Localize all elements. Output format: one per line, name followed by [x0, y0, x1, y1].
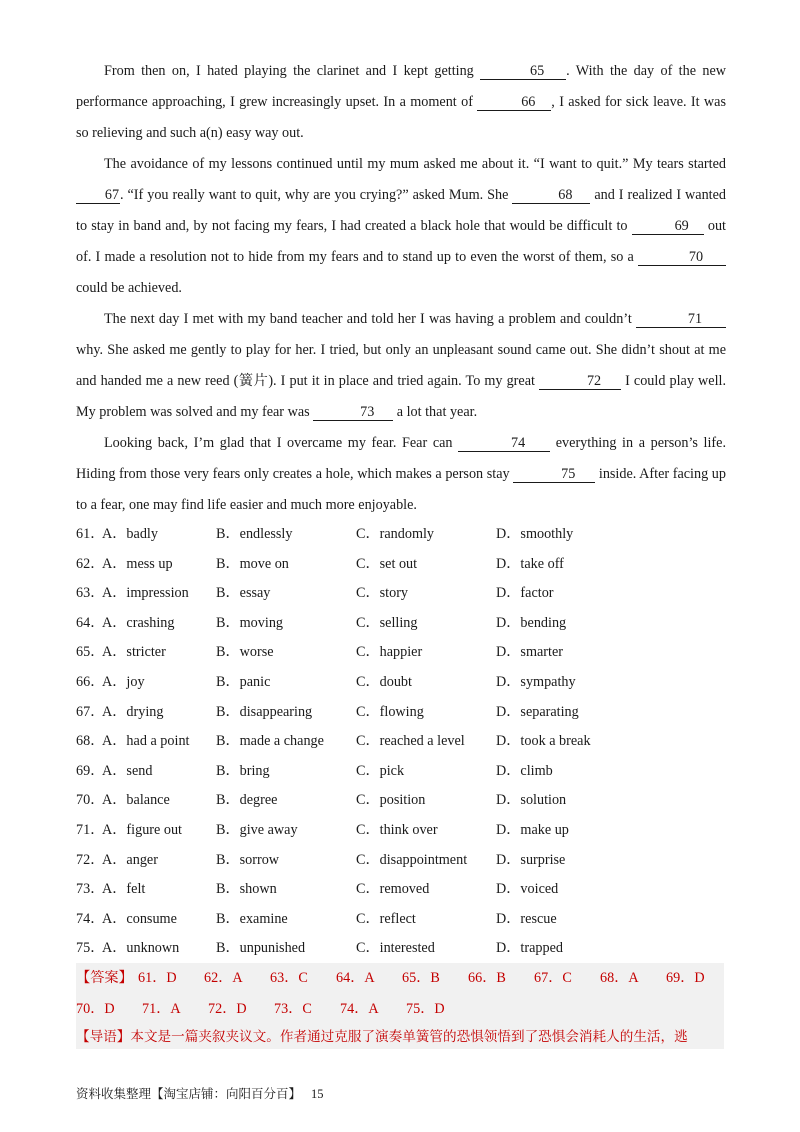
answer-item: 62．A — [204, 970, 243, 986]
option-c: C．flowing — [356, 703, 424, 720]
blank-75: 75 — [513, 466, 595, 483]
passage-text: a lot that year. — [393, 404, 478, 420]
answer-item: 69．D — [666, 970, 705, 986]
option-d: D．voiced — [496, 881, 559, 898]
blank-68: 68 — [512, 187, 590, 204]
option-c: C．set out — [356, 555, 418, 572]
passage-text: inside. After facing up to a fear, one may find life easier and much more enjoyable. — [76, 466, 726, 513]
passage-text: everything in a person’s life. Hiding from those very fears only creates a hole, which makes a person stay — [76, 435, 726, 482]
option-row — [76, 609, 726, 639]
question-number: 63． — [76, 585, 105, 602]
options-list — [76, 520, 726, 964]
option-c: C．happier — [356, 644, 423, 661]
option-row — [76, 638, 726, 668]
option-a: A．felt — [102, 881, 146, 898]
passage-text: why. She asked me gently to play for her. I tried, but only an unpleasant sound came out. She didn’t shout at me and handed me a new reed (簧片). I put it in place and tried again. To my great — [76, 342, 726, 389]
option-a: A．impression — [102, 585, 189, 602]
blank-70: 70 — [638, 249, 726, 266]
answer-item: 74．A — [340, 1001, 379, 1017]
option-d: D．bending — [496, 614, 567, 631]
option-d: D．take off — [496, 555, 564, 572]
option-row — [76, 698, 726, 728]
option-d: D．make up — [496, 821, 569, 838]
question-number: 73． — [76, 881, 105, 898]
passage — [76, 56, 726, 521]
option-c: C．reached a level — [356, 733, 465, 750]
option-row — [76, 757, 726, 787]
option-a: A．drying — [102, 703, 164, 720]
option-row — [76, 905, 726, 935]
answer-item: 67．C — [534, 970, 572, 986]
blank-66: 66 — [477, 94, 551, 111]
option-b: B．panic — [216, 673, 271, 690]
answer-item: 68．A — [600, 970, 639, 986]
option-b: B．endlessly — [216, 526, 293, 542]
answer-item: 72．D — [208, 1001, 247, 1017]
option-c: C．removed — [356, 881, 430, 898]
option-row — [76, 816, 726, 846]
blank-74: 74 — [458, 435, 550, 452]
blank-71: 71 — [636, 311, 726, 328]
option-c: C．selling — [356, 614, 418, 631]
blank-73: 73 — [313, 404, 393, 421]
answer-line-1 — [76, 963, 705, 993]
blank-65: 65 — [480, 63, 566, 80]
option-b: B．essay — [216, 585, 271, 602]
option-c: C．pick — [356, 762, 405, 779]
answer-item: 64．A — [336, 970, 375, 986]
question-number: 65． — [76, 644, 105, 661]
option-b: B．move on — [216, 555, 289, 572]
option-b: B．shown — [216, 881, 277, 898]
footer-source: 资料收集整理【淘宝店铺：向阳百分百】 — [76, 1086, 302, 1101]
option-row — [76, 550, 726, 580]
option-row — [76, 579, 726, 609]
option-d: D．rescue — [496, 910, 557, 927]
answer-label: 【答案】 — [76, 970, 133, 986]
option-b: B．sorrow — [216, 851, 280, 868]
question-number: 66． — [76, 673, 105, 690]
passage-text: , I asked for sick leave. It was so relieving and such a(n) easy way out. — [76, 94, 726, 141]
option-d: D．climb — [496, 762, 553, 779]
option-d: D．smarter — [496, 644, 563, 661]
passage-text: The next day I met with my band teacher and told her I was having a problem and couldn’t — [104, 311, 636, 327]
passage-text: out of. I made a resolution not to hide from my fears and to stand up to even the worst of them, so a — [76, 218, 726, 265]
question-number: 71． — [76, 821, 105, 838]
option-b: B．give away — [216, 821, 298, 838]
option-a: A．send — [102, 762, 153, 779]
question-number: 67． — [76, 703, 105, 720]
question-number: 75． — [76, 940, 105, 957]
option-b: B．made a change — [216, 733, 324, 750]
option-d: D．solution — [496, 792, 567, 809]
option-c: C．reflect — [356, 910, 416, 927]
question-number: 68． — [76, 733, 105, 750]
passage-text: could be achieved. — [76, 280, 182, 296]
question-number: 61． — [76, 526, 105, 542]
option-row — [76, 727, 726, 757]
option-d: D．smoothly — [496, 526, 574, 542]
option-a: A．stricter — [102, 644, 166, 661]
passage-text: . With the day of the new performance approaching, I grew increasingly upset. In a moment of — [76, 63, 726, 110]
paragraph-3 — [76, 304, 726, 428]
option-a: A．badly — [102, 526, 158, 542]
option-b: B．moving — [216, 614, 284, 631]
option-a: A．mess up — [102, 555, 173, 572]
option-c: C．disappointment — [356, 851, 468, 868]
option-a: A．balance — [102, 792, 170, 809]
option-d: D．separating — [496, 703, 579, 720]
option-a: A．crashing — [102, 614, 175, 631]
answer-item: 65．B — [402, 970, 440, 986]
page-footer — [76, 1084, 324, 1102]
answer-section — [76, 963, 724, 1049]
option-a: A．consume — [102, 910, 177, 927]
option-b: B．bring — [216, 762, 270, 779]
paragraph-1 — [76, 56, 726, 149]
option-c: C．interested — [356, 940, 435, 957]
option-row — [76, 875, 726, 905]
option-b: B．examine — [216, 910, 288, 927]
question-number: 74． — [76, 910, 105, 927]
option-a: A．figure out — [102, 821, 182, 838]
option-b: B．unpunished — [216, 940, 306, 957]
blank-69: 69 — [632, 218, 704, 235]
question-number: 62． — [76, 555, 105, 572]
option-b: B．disappearing — [216, 703, 313, 720]
question-number: 64． — [76, 614, 105, 631]
option-row — [76, 668, 726, 698]
passage-text: and I realized I wanted to stay in band and, by not facing my fears, I had created a black hole that would be difficult to — [76, 187, 726, 234]
answer-item: 61．D — [138, 970, 177, 986]
option-a: A．joy — [102, 673, 145, 690]
option-d: D．took a break — [496, 733, 591, 750]
option-a: A．anger — [102, 851, 158, 868]
option-a: A．had a point — [102, 733, 190, 750]
option-row — [76, 846, 726, 876]
option-c: C．randomly — [356, 526, 435, 542]
question-number: 69． — [76, 762, 105, 779]
option-b: B．worse — [216, 644, 274, 661]
option-a: A．unknown — [102, 940, 180, 957]
blank-67: 67 — [76, 187, 120, 204]
question-number: 70． — [76, 792, 105, 809]
option-c: C．position — [356, 792, 426, 809]
option-c: C．think over — [356, 821, 438, 838]
page-number: 15 — [311, 1087, 324, 1101]
answer-item: 71．A — [142, 1001, 181, 1017]
option-d: D．surprise — [496, 851, 566, 868]
paragraph-2 — [76, 149, 726, 304]
paragraph-4 — [76, 428, 726, 521]
option-c: C．story — [356, 585, 409, 602]
option-d: D．factor — [496, 585, 554, 602]
passage-text: Looking back, I’m glad that I overcame my fear. Fear can — [104, 435, 459, 451]
passage-text: I could play well. My problem was solved and my fear was — [76, 373, 727, 420]
answer-item: 70．D — [76, 1001, 115, 1017]
blank-72: 72 — [539, 373, 621, 390]
option-b: B．degree — [216, 792, 278, 809]
option-row — [76, 934, 726, 964]
answer-item: 66．B — [468, 970, 506, 986]
passage-text: The avoidance of my lessons continued until my mum asked me about it. “I want to quit.” My tears started — [104, 156, 726, 172]
answer-line-2 — [76, 994, 445, 1024]
answer-item: 75．D — [406, 1001, 445, 1017]
option-row — [76, 520, 726, 550]
passage-text: From then on, I hated playing the clarinet and I kept getting — [104, 63, 481, 79]
option-c: C．doubt — [356, 673, 412, 690]
passage-text: . “If you really want to quit, why are you crying?” asked Mum. She — [120, 187, 513, 203]
option-d: D．trapped — [496, 940, 563, 957]
option-d: D．sympathy — [496, 673, 576, 690]
answer-item: 63．C — [270, 970, 308, 986]
question-number: 72． — [76, 851, 105, 868]
option-row — [76, 786, 726, 816]
answer-item: 73．C — [274, 1001, 312, 1017]
guide-text: 【导语】本文是一篇夹叙夹议文。作者通过克服了演奏单簧管的恐惧领悟到了恐惧会消耗人的生活，逃 — [76, 1029, 688, 1045]
